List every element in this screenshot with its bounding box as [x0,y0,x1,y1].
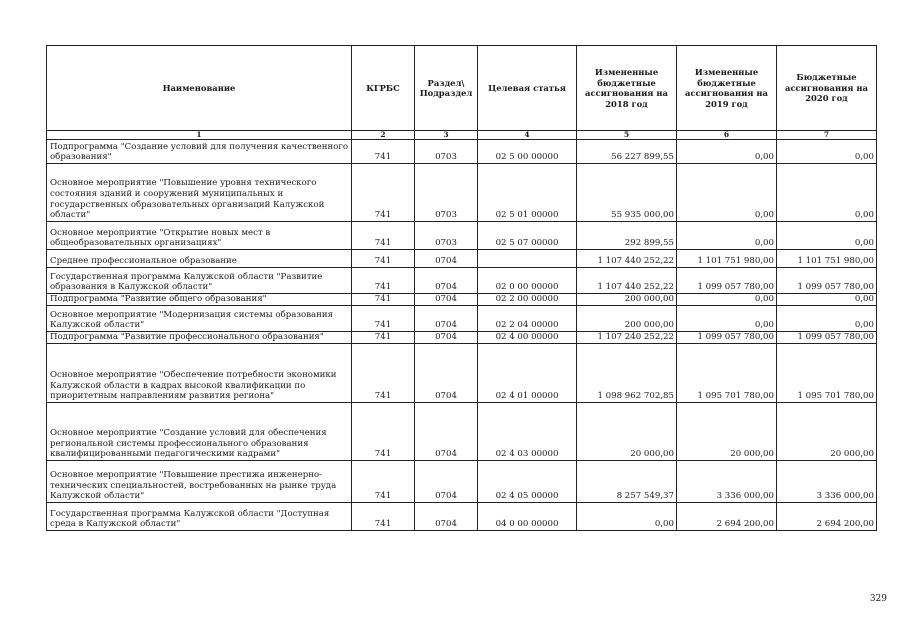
row-name: Государственная программа Калужской области "Развитие образования в Калужской области" [47,268,352,294]
row-2020: 3 336 000,00 [777,461,877,503]
row-2020: 0,00 [777,306,877,332]
row-section: 0704 [415,332,478,344]
row-section: 0704 [415,294,478,306]
header-row [47,46,877,131]
row-section: 0704 [415,344,478,403]
table-row [47,222,877,250]
page-number: 329 [869,594,887,604]
row-section: 0703 [415,140,478,164]
row-2018: 55 935 000,00 [577,164,677,222]
row-section: 0704 [415,461,478,503]
column-number: 1 [47,131,352,140]
row-section: 0704 [415,268,478,294]
row-kgrbs: 741 [352,250,415,268]
table-row [47,268,877,294]
row-kgrbs: 741 [352,403,415,461]
row-2018: 200 000,00 [577,294,677,306]
header-2019: Измененные бюджетные ассигнования на 2019 год [677,46,777,131]
row-2018: 200 000,00 [577,306,677,332]
row-kgrbs: 741 [352,268,415,294]
row-target: 02 4 01 00000 [478,344,577,403]
row-2019: 0,00 [677,140,777,164]
row-name: Основное мероприятие "Обеспечение потребности экономики Калужской области в кадрах высокой квалификации по приоритетным направлениям развития региона" [47,344,352,403]
row-2020: 0,00 [777,140,877,164]
column-number: 2 [352,131,415,140]
row-2019: 1 099 057 780,00 [677,268,777,294]
table-row [47,461,877,503]
row-2018: 56 227 899,55 [577,140,677,164]
row-section: 0704 [415,250,478,268]
table-row [47,403,877,461]
table-row [47,140,877,164]
row-kgrbs: 741 [352,503,415,531]
row-target: 02 2 00 00000 [478,294,577,306]
row-2020: 0,00 [777,164,877,222]
row-2019: 2 694 200,00 [677,503,777,531]
row-2020: 1 099 057 780,00 [777,268,877,294]
row-2018: 1 107 240 252,22 [577,332,677,344]
row-kgrbs: 741 [352,294,415,306]
table-row [47,344,877,403]
header-target: Целевая статья [478,46,577,131]
column-number: 4 [478,131,577,140]
row-2019: 1 099 057 780,00 [677,332,777,344]
row-2019: 0,00 [677,164,777,222]
row-2020: 0,00 [777,222,877,250]
row-target: 04 0 00 00000 [478,503,577,531]
row-2020: 1 101 751 980,00 [777,250,877,268]
row-2018: 1 107 440 252,22 [577,250,677,268]
row-2019: 1 095 701 780,00 [677,344,777,403]
row-target: 02 0 00 00000 [478,268,577,294]
row-target: 02 5 01 00000 [478,164,577,222]
row-target: 02 2 04 00000 [478,306,577,332]
row-2018: 8 257 549,37 [577,461,677,503]
header-2018: Измененные бюджетные ассигнования на 2018 год [577,46,677,131]
row-name: Среднее профессиональное образование [47,250,352,268]
row-name: Подпрограмма "Развитие общего образования" [47,294,352,306]
row-2020: 2 694 200,00 [777,503,877,531]
table-row [47,332,877,344]
column-number: 5 [577,131,677,140]
row-2018: 20 000,00 [577,403,677,461]
table-row [47,294,877,306]
row-name: Основное мероприятие "Модернизация системы образования Калужской области" [47,306,352,332]
row-2020: 1 099 057 780,00 [777,332,877,344]
row-kgrbs: 741 [352,461,415,503]
row-2019: 0,00 [677,294,777,306]
column-number-row [47,131,877,140]
row-2018: 0,00 [577,503,677,531]
table-row [47,164,877,222]
header-2020: Бюджетные ассигнования на 2020 год [777,46,877,131]
row-name: Основное мероприятие "Открытие новых мест в общеобразовательных организациях" [47,222,352,250]
row-name: Государственная программа Калужской области "Доступная среда в Калужской области" [47,503,352,531]
row-target [478,250,577,268]
header-kgrbs: КГРБС [352,46,415,131]
row-target: 02 4 00 00000 [478,332,577,344]
row-2020: 0,00 [777,294,877,306]
row-2020: 20 000,00 [777,403,877,461]
column-number: 3 [415,131,478,140]
row-kgrbs: 741 [352,140,415,164]
table-row [47,250,877,268]
row-section: 0704 [415,503,478,531]
row-target: 02 4 05 00000 [478,461,577,503]
row-2018: 1 098 962 702,85 [577,344,677,403]
row-section: 0703 [415,164,478,222]
row-kgrbs: 741 [352,306,415,332]
row-2019: 1 101 751 980,00 [677,250,777,268]
row-2018: 292 899,55 [577,222,677,250]
row-section: 0704 [415,403,478,461]
row-name: Основное мероприятие "Повышение престижа инженерно-технических специальностей, востребованных на рынке труда Калужской области" [47,461,352,503]
header-section: Раздел\ Подраздел [415,46,478,131]
table-row [47,306,877,332]
row-2019: 0,00 [677,306,777,332]
budget-table-container [46,45,876,531]
row-name: Подпрограмма "Создание условий для получения качественного образования" [47,140,352,164]
row-name: Основное мероприятие "Повышение уровня технического состояния зданий и сооружений муниципальных и государственных образовательных организаций Калужской области" [47,164,352,222]
row-target: 02 5 00 00000 [478,140,577,164]
row-name: Основное мероприятие "Создание условий для обеспечения региональной системы профессионального образования квалифицированными педагогическими кадрами" [47,403,352,461]
table-row [47,503,877,531]
column-number: 7 [777,131,877,140]
row-2019: 3 336 000,00 [677,461,777,503]
row-section: 0703 [415,222,478,250]
row-name: Подпрограмма "Развитие профессионального образования" [47,332,352,344]
row-2018: 1 107 440 252,22 [577,268,677,294]
row-2019: 20 000,00 [677,403,777,461]
row-2019: 0,00 [677,222,777,250]
row-kgrbs: 741 [352,332,415,344]
budget-table [46,45,877,531]
row-target: 02 4 03 00000 [478,403,577,461]
row-kgrbs: 741 [352,222,415,250]
row-kgrbs: 741 [352,344,415,403]
row-section: 0704 [415,306,478,332]
header-name: Наименование [47,46,352,131]
row-kgrbs: 741 [352,164,415,222]
row-target: 02 5 07 00000 [478,222,577,250]
column-number: 6 [677,131,777,140]
row-2020: 1 095 701 780,00 [777,344,877,403]
